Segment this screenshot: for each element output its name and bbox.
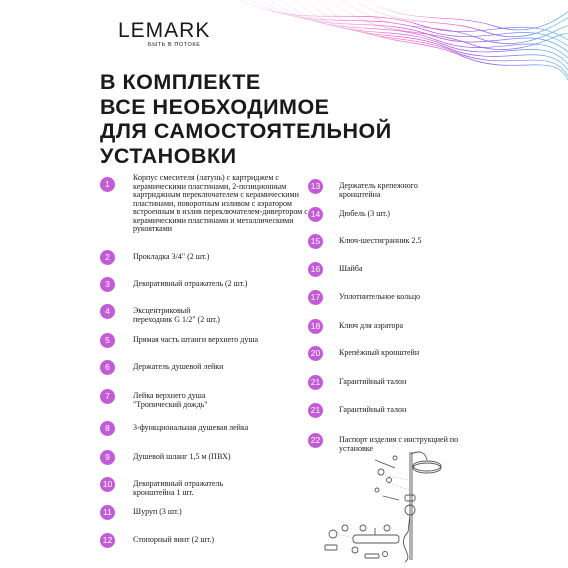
shower-set-diagram: [315, 450, 455, 568]
title-line: УСТАНОВКИ: [100, 143, 237, 168]
item-number-badge: 5: [100, 333, 115, 348]
list-item: [308, 207, 464, 222]
list-item: [100, 421, 308, 436]
list-item: [100, 389, 233, 409]
item-number-badge: 21: [308, 403, 323, 418]
item-label: Держатель душевой лейки: [133, 362, 224, 371]
item-label: Дюбель (3 шт.): [339, 209, 390, 218]
item-number-badge: 15: [308, 234, 323, 249]
item-label: Корпус смесителя (латунь) с картриджем с керамическими пластинами, 2-позиционным картриджным переключателем с керамическими пластинами, поворотным изливом с аэратором встроенным в излив переключателем-дивертором с керамическими пластинами и металлическими рукоятками: [133, 173, 308, 233]
item-number-badge: 1: [100, 177, 115, 192]
list-item: [308, 319, 464, 334]
list-item: [100, 173, 308, 234]
list-item: [100, 533, 308, 548]
brand-name: LEMARK: [118, 19, 211, 42]
list-item: [308, 290, 464, 305]
item-label: Шуруп (3 шт.): [133, 507, 182, 516]
list-item: [100, 505, 308, 520]
list-item: [100, 277, 308, 292]
item-label: Эксцентриковый переходник G 1/2" (2 шт.): [133, 306, 220, 324]
title-line: ВСЕ НЕОБХОДИМОЕ: [100, 94, 330, 119]
item-label: Декоративный отражатель кронштейна 1 шт.: [133, 479, 224, 497]
brand-tagline: БЫТЬ В ПОТОКЕ: [148, 42, 201, 48]
item-number-badge: 11: [100, 505, 115, 520]
list-item: [308, 234, 464, 249]
list-item: [308, 403, 409, 418]
item-label: Душевой шланг 1,5 м (ПВХ): [133, 452, 231, 461]
item-label: Крепёжный кронштейн: [339, 348, 420, 357]
item-number-badge: 8: [100, 421, 115, 436]
item-label: Держатель крепежного кронштейна: [339, 181, 418, 199]
item-label: Стопорный винт (2 шт.): [133, 535, 215, 544]
list-item: [308, 346, 464, 361]
item-number-badge: 12: [100, 533, 115, 548]
wave-decoration: [0, 0, 568, 80]
item-label: Прокладка 3/4" (2 шт.): [133, 252, 210, 261]
item-number-badge: 10: [100, 477, 115, 492]
list-item: [100, 304, 223, 324]
list-item: [100, 477, 243, 497]
item-label: Декоративный отражатель (2 шт.): [133, 279, 248, 288]
item-number-badge: 9: [100, 450, 115, 465]
item-number-badge: 17: [308, 290, 323, 305]
item-label: Гарантийный талон: [339, 405, 407, 414]
page-title: [100, 70, 392, 168]
item-label: Шайба: [339, 264, 363, 273]
list-item: [100, 250, 308, 265]
item-label: Прямая часть штанги верхнего душа: [133, 335, 259, 344]
list-item: [308, 179, 449, 199]
item-number-badge: 6: [100, 360, 115, 375]
item-number-badge: 22: [308, 433, 323, 448]
item-number-badge: 2: [100, 250, 115, 265]
title-line: ДЛЯ САМОСТОЯТЕЛЬНОЙ: [100, 119, 392, 143]
item-number-badge: 18: [308, 319, 323, 334]
item-number-badge: 21: [308, 375, 323, 390]
item-label: Паспорт изделия с инструкцией по установке: [339, 435, 459, 453]
item-label: Ключ-шестигранник 2.5: [339, 236, 422, 245]
item-number-badge: 7: [100, 389, 115, 404]
item-number-badge: 14: [308, 207, 323, 222]
list-item: [100, 450, 308, 465]
item-label: Уплотнительное кольцо: [339, 292, 421, 301]
item-label: 3-функциональная душевая лейка: [133, 423, 249, 432]
list-item: [100, 360, 308, 375]
item-label: Лейка верхнего душа "Тропический дождь": [133, 391, 208, 409]
item-number-badge: 13: [308, 179, 323, 194]
list-item: [100, 333, 308, 348]
item-number-badge: 4: [100, 304, 115, 319]
item-number-badge: 16: [308, 262, 323, 277]
item-label: Гарантийный талон: [339, 377, 407, 386]
item-label: Ключ для аэратора: [339, 321, 404, 330]
list-item: [308, 375, 409, 390]
brand-logo: [118, 20, 210, 48]
item-number-badge: 20: [308, 346, 323, 361]
list-item: [308, 262, 464, 277]
title-line: В КОМПЛЕКТЕ: [100, 70, 261, 94]
item-number-badge: 3: [100, 277, 115, 292]
